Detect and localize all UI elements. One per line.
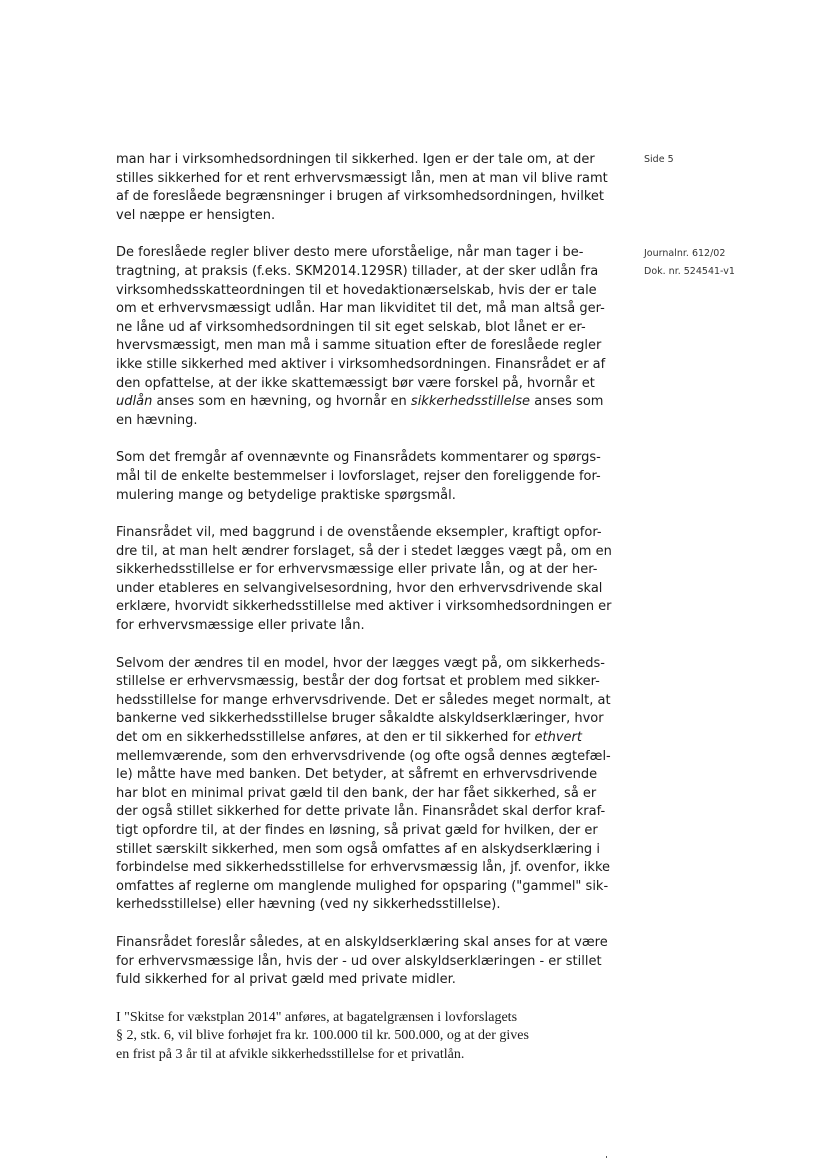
emphasis-udlan: udlån: [116, 394, 153, 410]
paragraph-7: [116, 1009, 602, 1065]
text-line: stillet særskilt sikkerhed, men som også omfattes af en alskydserklæring i: [116, 841, 600, 857]
text-line: for erhvervsmæssige eller private lån.: [116, 618, 365, 634]
text-line: af de foreslåede begrænsninger i brugen af virksomhedsordningen, hvilket: [116, 189, 605, 205]
text-line: sikkerhedsstillelse er for erhvervsmæssige eller private lån, og at der her-: [116, 562, 598, 578]
text-line: Som det fremgår af ovennævnte og Finansrådets kommentarer og spørgs-: [116, 450, 601, 466]
text-fragment: det om en sikkerhedsstillelse anføres, at den er til sikkerhed for: [116, 730, 535, 746]
text-line: Finansrådet vil, med baggrund i de ovenstående eksempler, kraftigt opfor-: [116, 525, 602, 541]
text-line: fuld sikkerhed for al privat gæld med private midler.: [116, 972, 456, 988]
text-line: mulering mange og betydelige praktiske spørgsmål.: [116, 487, 456, 503]
text-line: erklære, hvorvidt sikkerhedsstillelse med aktiver i virksomhedsordningen er: [116, 599, 612, 615]
text-line: der også stillet sikkerhed for dette private lån. Finansrådet skal derfor kraf-: [116, 804, 606, 820]
paragraph-1: [116, 151, 608, 225]
journal-number: Journalnr. 612/02: [644, 248, 726, 259]
text-line: kerhedsstillelse) eller hævning (ved ny sikkerhedsstillelse).: [116, 897, 501, 913]
paragraph-5: [116, 655, 611, 915]
text-line: bankerne ved sikkerhedsstillelse bruger såkaldte alskyldserklæringer, hvor: [116, 711, 604, 727]
text-line: under etableres en selvangivelsesordning, hvor den erhvervsdrivende skal: [116, 580, 603, 596]
text-line: dre til, at man helt ændrer forslaget, så der i stedet lægges vægt på, om en: [116, 543, 612, 559]
text-line: en frist på 3 år til at afvikle sikkerhedsstillelse for et privatlån.: [116, 1046, 465, 1062]
text-line: De foreslåede regler bliver desto mere uforståelige, når man tager i be-: [116, 245, 584, 261]
text-line: man har i virksomhedsordningen til sikkerhed. Igen er der tale om, at der: [116, 152, 595, 167]
text-line: vel næppe er hensigten.: [116, 207, 276, 223]
text-line: mål til de enkelte bestemmelser i lovforslaget, rejser den foreliggende for-: [116, 468, 601, 484]
document-number: Dok. nr. 524541-v1: [644, 266, 735, 277]
text-line: hedsstillelse for mange erhvervsdrivende. Det er således meget normalt, at: [116, 692, 611, 708]
text-line: en hævning.: [116, 412, 198, 428]
text-line: virksomhedsskatteordningen til et hovedaktionærselskab, hvis der er tale: [116, 282, 597, 298]
document-body: [116, 151, 612, 1084]
text-line: omfattes af reglerne om manglende mulighed for opsparing ("gammel" sik-: [116, 878, 609, 894]
page-mark: [606, 1156, 607, 1158]
text-fragment: anses som en hævning, og hvornår en: [152, 394, 411, 410]
text-line: Finansrådet foreslår således, at en alskyldserklæring skal anses for at være: [116, 934, 608, 950]
text-line: tragtning, at praksis (f.eks. SKM2014.129SR) tillader, at der sker udlån fra: [116, 263, 599, 279]
text-line: [116, 393, 602, 412]
text-line: § 2, stk. 6, vil blive forhøjet fra kr. 100.000 til kr. 500.000, og at der gives: [116, 1028, 529, 1044]
text-line: Selvom der ændres til en model, hvor der lægges vægt på, om sikkerheds-: [116, 655, 605, 671]
emphasis-sikkerhedsstillelse: sikkerhedsstillelse: [410, 394, 531, 410]
text-line: mellemværende, som den erhvervsdrivende (og ofte også dennes ægtefæl-: [116, 748, 611, 764]
text-line: I "Skitse for vækstplan 2014" anføres, at bagatelgrænsen i lovforslagets: [116, 1009, 518, 1025]
text-line: ikke stille sikkerhed med aktiver i virksomhedsordningen. Finansrådet er af: [116, 356, 606, 372]
text-line: har blot en minimal privat gæld til den bank, der har fået sikkerhed, så er: [116, 785, 597, 801]
text-line: stilles sikkerhed for et rent erhvervsmæssigt lån, men at man vil blive ramt: [116, 170, 608, 186]
text-fragment: anses som: [530, 394, 604, 410]
text-line: forbindelse med sikkerhedsstillelse for erhvervsmæssig lån, jf. ovenfor, ikke: [116, 860, 611, 876]
emphasis-ethvert: ethvert: [534, 730, 582, 746]
text-line: ne låne ud af virksomhedsordningen til sit eget selskab, blot lånet er er-: [116, 319, 586, 335]
page-number: Side 5: [644, 154, 674, 165]
text-line: stillelse er erhvervsmæssig, består der dog fortsat et problem med sikker-: [116, 674, 600, 690]
paragraph-4: [116, 524, 612, 636]
text-line: hvervsmæssigt, men man må i samme situation efter de foreslåede regler: [116, 338, 602, 354]
text-line: om et erhvervsmæssigt udlån. Har man likviditet til det, må man altså ger-: [116, 301, 605, 317]
text-line: tigt opfordre til, at der findes en løsning, så privat gæld for hvilken, der er: [116, 823, 598, 838]
text-line: for erhvervsmæssige lån, hvis der - ud over alskyldserklæringen - er stillet: [116, 953, 602, 969]
text-line: le) måtte have med banken. Det betyder, at såfremt en erhvervsdrivende: [116, 767, 598, 783]
text-line: [116, 729, 602, 748]
paragraph-2: [116, 244, 606, 430]
paragraph-3: [116, 449, 602, 505]
paragraph-6: [116, 934, 608, 990]
text-line: den opfattelse, at der ikke skattemæssigt bør være forskel på, hvornår et: [116, 375, 595, 391]
